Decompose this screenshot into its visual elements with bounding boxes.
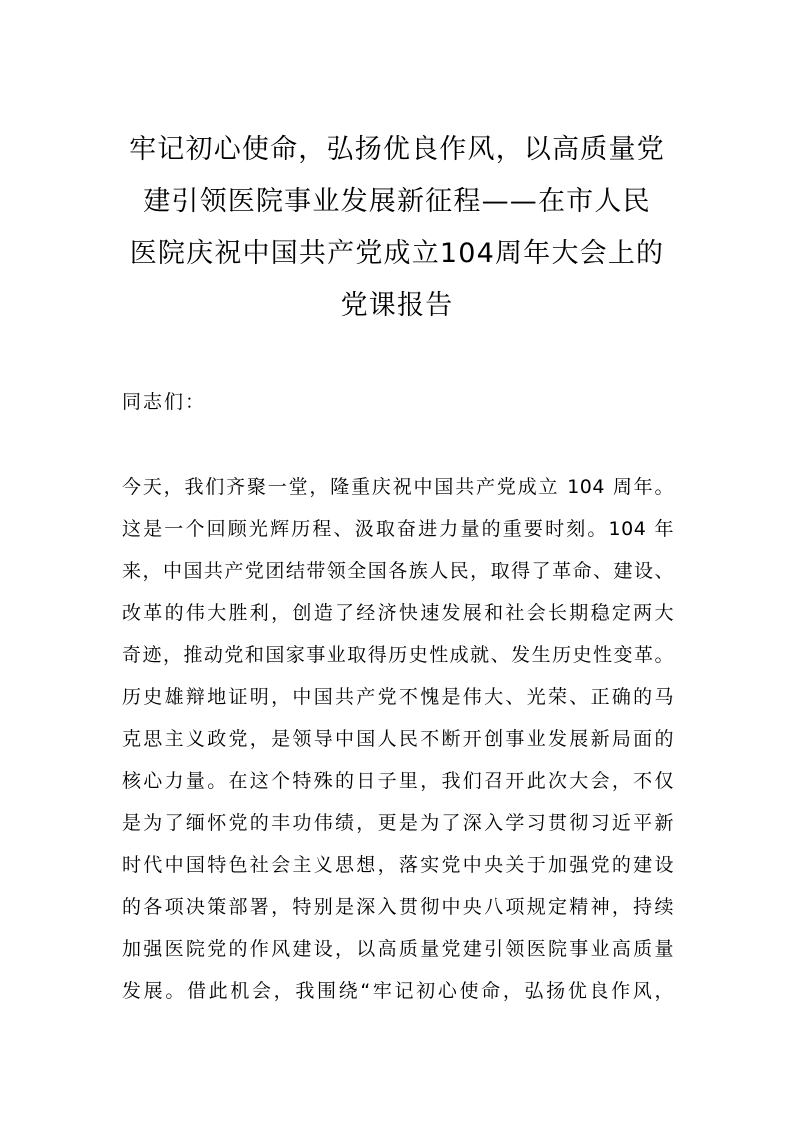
body-line: 核心力量。在这个特殊的日子里，我们召开此次大会，不仅 <box>122 770 674 792</box>
body-line: 克思主义政党，是领导中国人民不断开创事业发展新局面的 <box>122 728 674 750</box>
body-line: 今天，我们齐聚一堂，隆重庆祝中国共产党成立 104 周年。 <box>122 476 674 498</box>
title-line-4: 党课报告 <box>340 290 454 321</box>
body-line: 是为了缅怀党的丰功伟绩，更是为了深入学习贯彻习近平新 <box>122 812 674 834</box>
body-line: 的各项决策部署，特别是深入贯彻中央八项规定精神，持续 <box>122 896 674 918</box>
body-line: 时代中国特色社会主义思想，落实党中央关于加强党的建设 <box>122 854 674 876</box>
body-line: 发展。借此机会，我围绕“牢记初心使命，弘扬优良作风， <box>122 980 674 1002</box>
salutation: 同志们： <box>122 391 207 413</box>
body-line: 这是一个回顾光辉历程、汲取奋进力量的重要时刻。104 年 <box>122 518 674 540</box>
body-line: 加强医院党的作风建设，以高质量党建引领医院事业高质量 <box>122 938 674 960</box>
title-line-3: 医院庆祝中国共产党成立104周年大会上的 <box>129 238 665 269</box>
body-line: 历史雄辩地证明，中国共产党不愧是伟大、光荣、正确的马 <box>122 686 674 708</box>
body-line: 奇迹，推动党和国家事业取得历史性成就、发生历史性变革。 <box>122 644 674 666</box>
title-line-2: 建引领医院事业发展新征程——在市人民 <box>143 186 651 217</box>
body-line: 改革的伟大胜利，创造了经济快速发展和社会长期稳定两大 <box>122 602 674 624</box>
title-line-1: 牢记初心使命，弘扬优良作风，以高质量党 <box>129 134 665 165</box>
body-line: 来，中国共产党团结带领全国各族人民，取得了革命、建设、 <box>122 560 674 582</box>
document-title <box>118 124 676 332</box>
body-paragraph <box>122 472 674 1018</box>
